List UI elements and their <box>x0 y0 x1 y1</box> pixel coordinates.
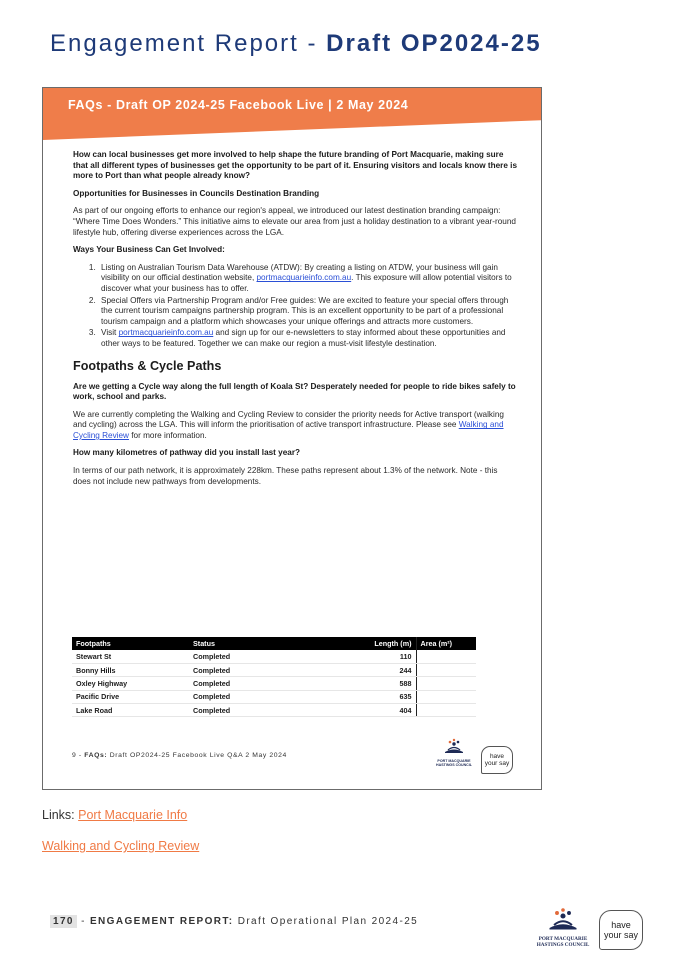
council-logo-small <box>431 738 477 767</box>
faq-body <box>73 150 517 494</box>
page-number: 170 <box>50 915 77 928</box>
page-title <box>50 30 542 58</box>
table-cell <box>416 663 476 676</box>
column-header: Status <box>189 637 357 650</box>
newsletter-link[interactable]: portmacquarieinfo.com.au <box>118 328 214 338</box>
embedded-page-number: 9 <box>72 752 77 759</box>
table-cell: Stewart St <box>72 650 189 663</box>
footer-text: Draft Operational Plan 2024-25 <box>233 916 419 927</box>
council-emblem-icon <box>546 907 580 931</box>
atdw-link[interactable]: portmacquarieinfo.com.au <box>256 273 352 283</box>
question-cycleway: Are we getting a Cycle way along the full length of Koala St? Desperately needed for people to ride bikes safely to work, school and parks. <box>73 381 516 402</box>
have-your-say-logo-small: have your say <box>481 746 513 774</box>
footpaths-table <box>72 637 476 717</box>
list-item: 3. Visit portmacquarieinfo.com.au and sign up for our e-newsletters to stay informed about these opportunities and other ways to be featured. Together we can make our region a must-visit lifestyle destination. <box>98 328 517 349</box>
table-row <box>72 690 476 703</box>
links-section <box>42 808 187 822</box>
embedded-faq-document <box>42 87 542 790</box>
table-row <box>72 663 476 676</box>
table-cell: Completed <box>189 650 357 663</box>
links-label: Links: <box>42 808 79 822</box>
faq-banner <box>43 88 541 140</box>
table-cell: Completed <box>189 704 357 717</box>
faq-banner-title: FAQs - Draft OP 2024-25 Facebook Live | 2 May 2024 <box>68 98 409 112</box>
column-header: Footpaths <box>72 637 189 650</box>
walking-cycling-review-link[interactable]: Walking and Cycling Review <box>42 839 200 853</box>
have-your-say-logo: have your say <box>599 910 643 950</box>
embedded-footer: 9 - FAQs: Draft OP2024-25 Facebook Live Q&A 2 May 2024 <box>72 752 287 759</box>
table-cell: Pacific Drive <box>72 690 189 703</box>
links-section-2 <box>42 839 199 853</box>
page-footer: 170 - ENGAGEMENT REPORT: Draft Operational Plan 2024-25 <box>50 916 418 927</box>
table-cell: 635 <box>357 690 416 703</box>
table-cell: 110 <box>357 650 416 663</box>
table-cell: Bonny Hills <box>72 663 189 676</box>
list-item: 1. Listing on Australian Tourism Data Warehouse (ATDW): By creating a listing on ATDW, your business will gain visibility on our official destination website, portmacquarieinfo.com.au. This exposure will allow potential visitors to discover what your business has to offer. <box>98 263 517 295</box>
table-cell: Completed <box>189 677 357 690</box>
column-header: Area (m²) <box>416 637 476 650</box>
table-cell <box>416 677 476 690</box>
cycling-review-doc-link[interactable]: Walking and Cycling Review <box>73 420 504 440</box>
section-heading-footpaths: Footpaths & Cycle Paths <box>73 358 222 373</box>
table-cell <box>416 690 476 703</box>
council-name-small-1: PORT MACQUARIE <box>437 759 471 763</box>
table-cell: 588 <box>357 677 416 690</box>
table-cell: Completed <box>189 690 357 703</box>
council-logo <box>532 907 594 948</box>
heading-opportunities: Opportunities for Businesses in Councils Destination Branding <box>73 188 320 198</box>
question-kilometres: How many kilometres of pathway did you install last year? <box>73 448 301 458</box>
heading-get-involved: Ways Your Business Can Get Involved: <box>73 245 225 255</box>
list-item: 2. Special Offers via Partnership Program and/or Free guides: We are excited to feature your special offers through the current tourism campaigns partnership program. This is an excellent opportunity to be part of a professional tourism campaign and a platform which showcases your unique offerings and attracts more customers. <box>98 296 517 328</box>
council-name-small-2: HASTINGS COUNCIL <box>436 763 472 767</box>
footer-label: ENGAGEMENT REPORT: <box>89 916 234 927</box>
question-branding: How can local businesses get more involved to help shape the future branding of Port Macquarie, making sure that all different types of businesses get the opportunity to be part of it. Ensuring visitors and locals know there is more to Port than what people already know? <box>73 150 518 181</box>
embedded-footer-label: FAQs: <box>84 752 108 759</box>
council-name-1: PORT MACQUARIE <box>538 936 588 942</box>
paragraph-path-network: In terms of our path network, it is approximately 228km. These paths represent about 1.3% of the network. Note - this does not include new pathways from developments. <box>73 466 498 486</box>
table-cell: Oxley Highway <box>72 677 189 690</box>
table-row <box>72 704 476 717</box>
table-cell: 404 <box>357 704 416 717</box>
table-row <box>72 677 476 690</box>
council-emblem-icon <box>443 738 465 754</box>
council-name-2: HASTINGS COUNCIL <box>536 942 590 948</box>
table-cell: Completed <box>189 663 357 676</box>
page-title-prefix: Engagement Report - <box>50 30 327 57</box>
table-header-row <box>72 637 476 650</box>
paragraph-branding: As part of our ongoing efforts to enhance our region's appeal, we introduced our latest destination branding campaign: “Where Time Does Wonders.” This initiative aims to elevate our area from just a holiday destination to a vibrant year-round lifestyle hub, offering diverse experiences across the LGA. <box>73 206 516 237</box>
column-header: Length (m) <box>357 637 416 650</box>
table-cell <box>416 704 476 717</box>
table-row <box>72 650 476 663</box>
port-macquarie-info-link[interactable]: Port Macquarie Info <box>78 808 188 822</box>
paragraph-cycling-review: We are currently completing the Walking and Cycling Review to consider the priority needs for Active transport (walking and cycling) across the LGA. This will inform the prioritisation of active transport infrastructure. Please see Walking and Cycling Review for more information. <box>73 409 504 440</box>
table-cell: Lake Road <box>72 704 189 717</box>
embedded-footer-text: Draft OP2024-25 Facebook Live Q&A 2 May 2024 <box>107 752 287 759</box>
table-cell <box>416 650 476 663</box>
page-title-bold: Draft OP2024-25 <box>326 30 542 57</box>
involvement-list <box>98 263 517 350</box>
table-cell: 244 <box>357 663 416 676</box>
